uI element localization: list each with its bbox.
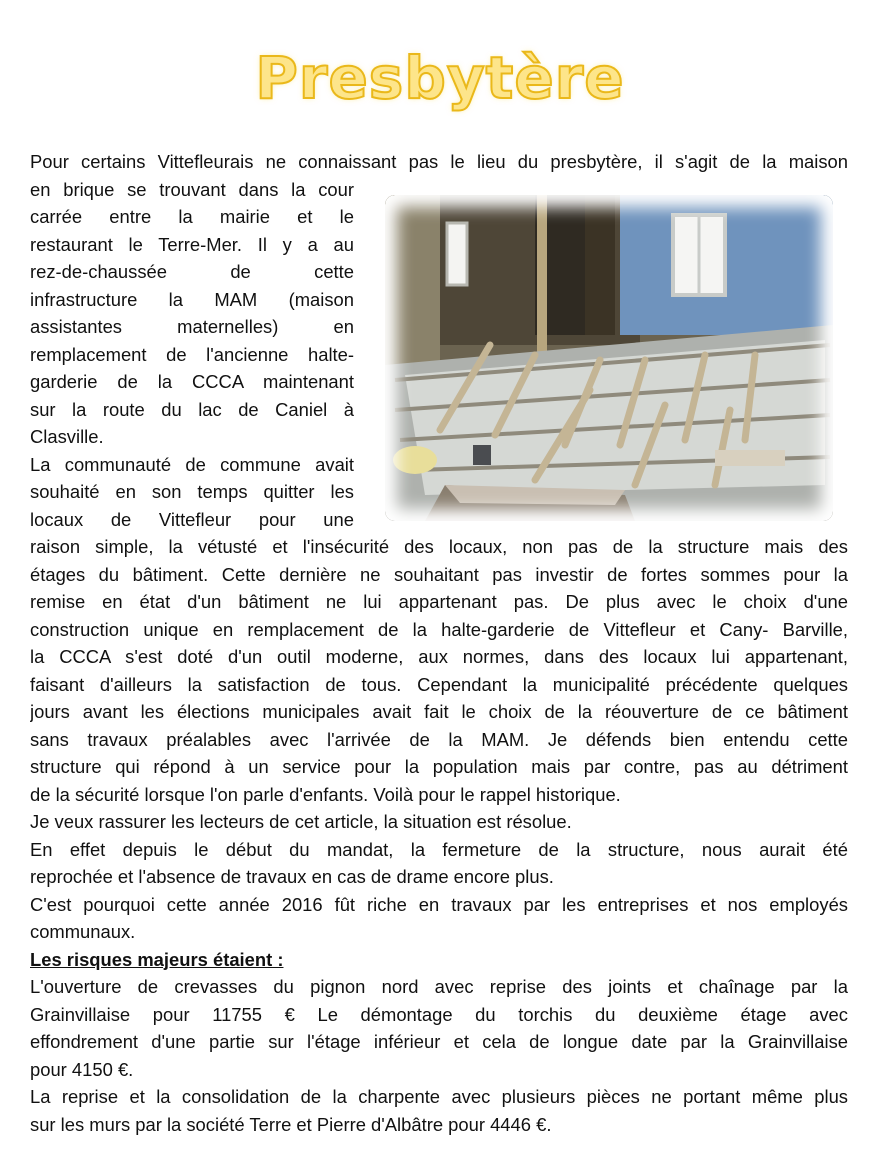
article-body: [30, 148, 848, 1138]
text-line: jours avant les élections municipales avait fait le choix de la réouverture de ce bâtiment: [30, 701, 848, 722]
text-line: C'est pourquoi cette année 2016 fût riche en travaux par les entreprises et nos employés: [30, 893, 848, 915]
text-line: En effet depuis le début du mandat, la fermeture de la structure, nous aurait été: [30, 838, 848, 860]
risks-heading: Les risques majeurs étaient :: [30, 948, 284, 970]
page-title: Presbytère: [255, 44, 625, 112]
text-line: remplacement de l'ancienne halte-: [30, 343, 354, 365]
text-line: assistantes maternelles) en: [30, 316, 354, 337]
text-line: La reprise et la consolidation de la charpente avec plusieurs pièces ne portant même plus: [30, 1086, 848, 1107]
text-line: structure qui répond à un service pour la population mais par contre, pas au détriment: [30, 756, 848, 777]
text-line: reprochée et l'absence de travaux en cas de drame encore plus.: [30, 866, 554, 887]
text-line: pour 4150 €.: [30, 1058, 134, 1080]
text-line: rez-de-chaussée de cette: [30, 261, 354, 282]
text-line: communaux.: [30, 921, 136, 942]
text-line: étages du bâtiment. Cette dernière ne souhaitant pas investir de fortes sommes pour la: [30, 563, 848, 585]
text-line: remise en état d'un bâtiment ne lui appartenant pas. De plus avec le choix d'une: [30, 591, 848, 612]
text-line: garderie de la CCCA maintenant: [30, 371, 354, 392]
text-line: locaux de Vittefleur pour une: [30, 508, 354, 530]
text-line: effondrement d'une partie sur l'étage inférieur et cela de longue date par la Grainvillaise: [30, 1031, 848, 1052]
text-line: sans travaux préalables avec l'arrivée de la MAM. Je défends bien entendu cette: [30, 728, 848, 750]
text-line: sur la route du lac de Caniel à: [30, 398, 354, 420]
text-line: sur les murs par la société Terre et Pierre d'Albâtre pour 4446 €.: [30, 1113, 552, 1135]
text-line: Clasville.: [30, 426, 104, 447]
text-line: raison simple, la vétusté et l'insécurité des locaux, non pas de la structure mais des: [30, 536, 848, 557]
text-line: carrée entre la mairie et le: [30, 206, 354, 227]
text-line: L'ouverture de crevasses du pignon nord avec reprise des joints et chaînage par la: [30, 976, 848, 997]
text-line: Je veux rassurer les lecteurs de cet article, la situation est résolue.: [30, 811, 572, 832]
text-line: construction unique en remplacement de la halte-garderie de Vittefleur et Cany- Barville,: [30, 618, 848, 640]
text-line: La communauté de commune avait: [30, 453, 354, 475]
text-line: Grainvillaise pour 11755 € Le démontage du torchis du deuxième étage avec: [30, 1003, 848, 1025]
text-line: restaurant le Terre-Mer. Il y a au: [30, 233, 354, 255]
text-line: Pour certains Vittefleurais ne connaissant pas le lieu du presbytère, il s'agit de la maison: [30, 151, 848, 172]
text-line: la CCCA s'est doté d'un outil moderne, aux normes, dans des locaux lui appartenant,: [30, 646, 848, 667]
text-line: infrastructure la MAM (maison: [30, 288, 354, 310]
text-line: en brique se trouvant dans la cour: [30, 178, 354, 200]
text-line: souhaité en son temps quitter les: [30, 481, 354, 502]
text-line: de la sécurité lorsque l'on parle d'enfants. Voilà pour le rappel historique.: [30, 783, 621, 805]
text-line: faisant d'ailleurs la satisfaction de tous. Cependant la municipalité précédente quelques: [30, 673, 848, 695]
